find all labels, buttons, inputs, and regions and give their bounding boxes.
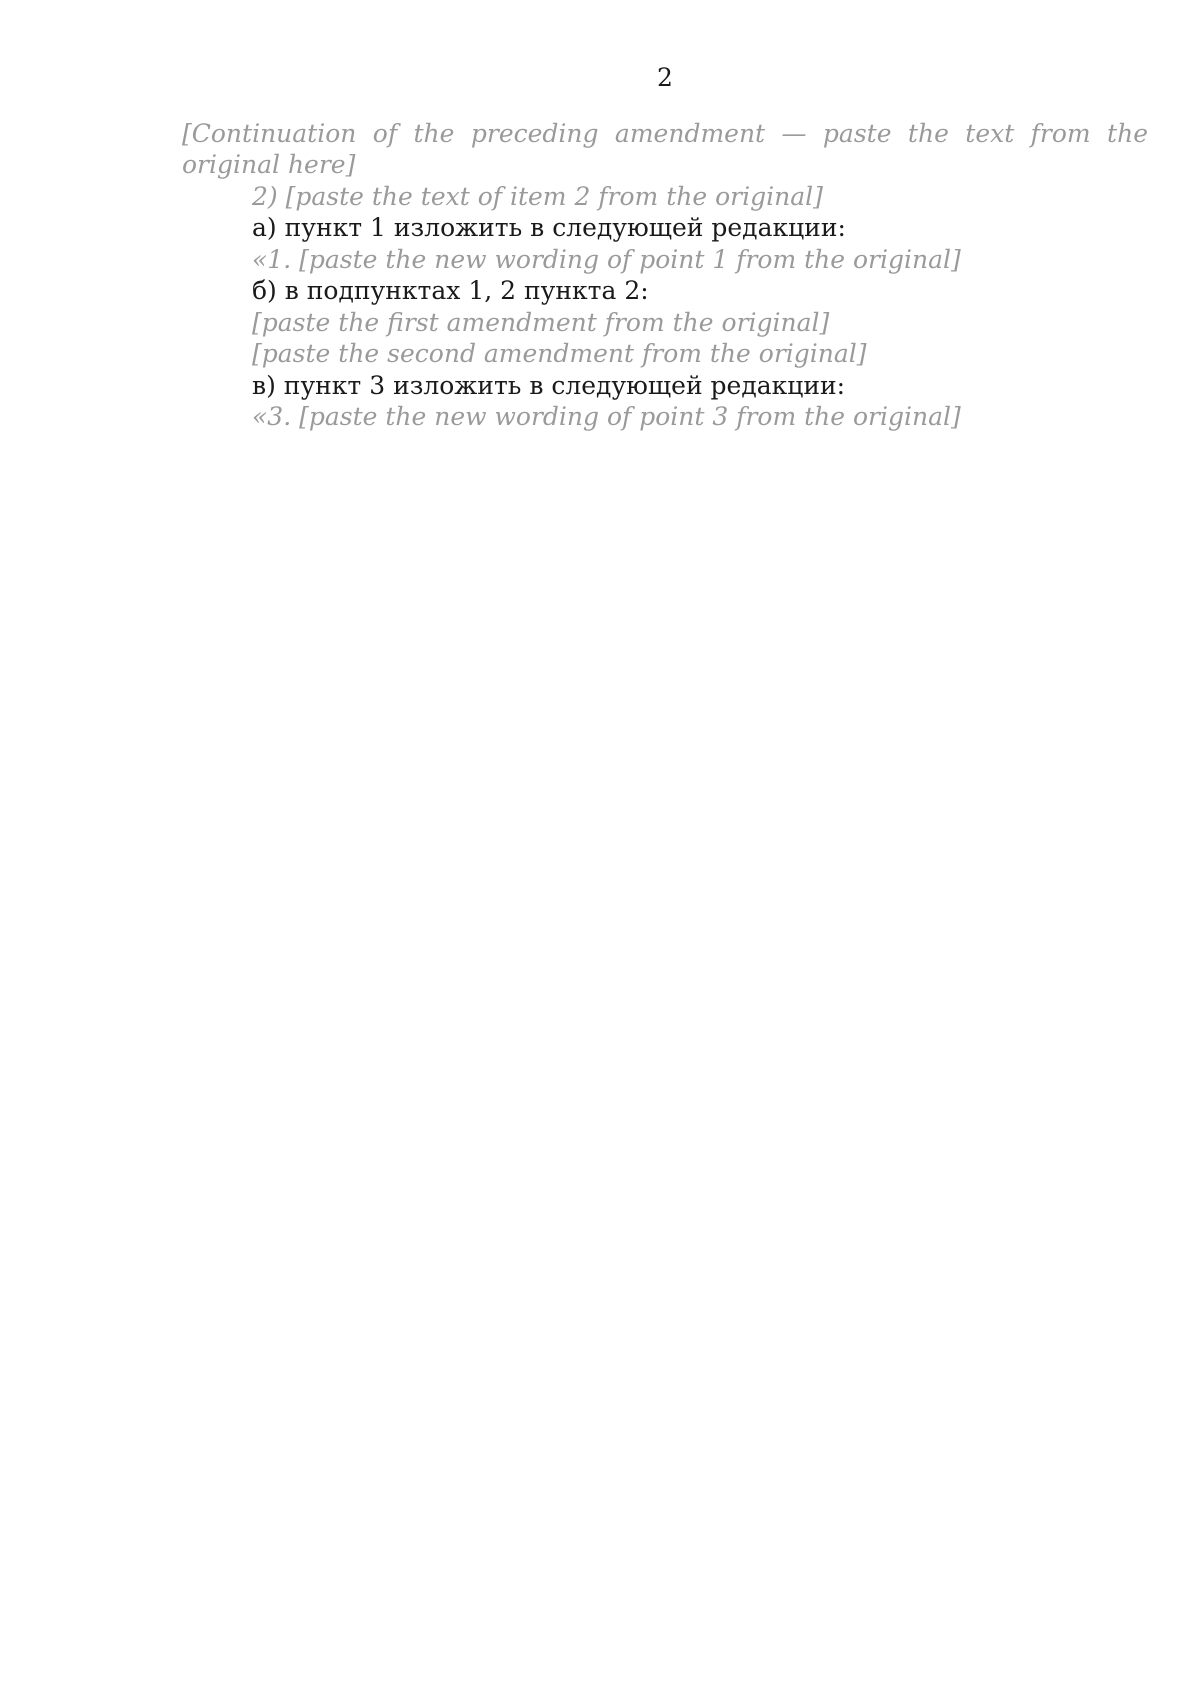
body-paragraph: «1. [paste the new wording of point 1 from the original] [252,244,961,274]
body-paragraph: а) пункт 1 изложить в следующей редакции: [252,213,846,242]
body-paragraph: в) пункт 3 изложить в следующей редакции: [252,370,846,400]
body-paragraph: «3. [paste the new wording of point 3 from the original] [252,402,961,431]
document-body [182,118,1148,433]
body-paragraph: 2) [paste the text of item 2 from the original] [252,181,823,211]
body-paragraph: б) в подпунктах 1, 2 пункта 2: [252,276,649,305]
document-page [182,62,1148,433]
body-paragraph: [paste the first amendment from the original] [252,307,830,337]
body-paragraph: [Continuation of the preceding amendment — paste the text from the original here] [182,118,1148,179]
body-paragraph: [paste the second amendment from the original] [252,339,867,368]
page-number: 2 [657,63,673,92]
